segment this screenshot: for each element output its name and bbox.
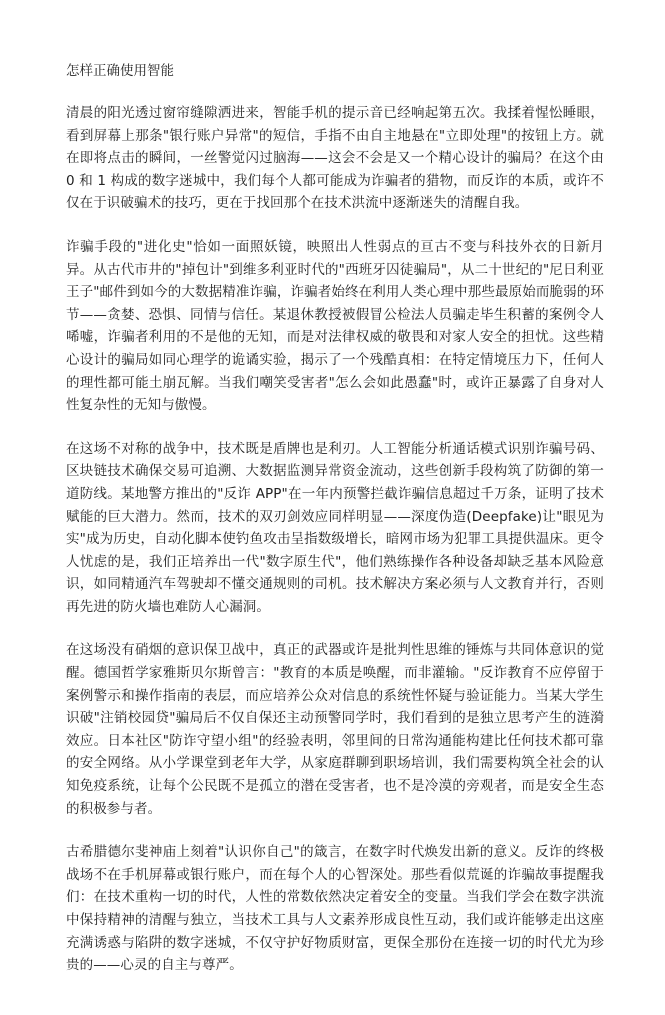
paragraph-technology: 在这场不对称的战争中，技术既是盾牌也是利刃。人工智能分析通话模式识别诈骗号码、区块链技术确保交易可追溯、大数据监测异常资金流动，这些创新手段构筑了防御的第一道防线。某地警方推出的"反诈 APP"在一年内预警拦截诈骗信息超过千万条，证明了技术赋能的巨大潜力。然而，技术的双刃剑效应同样明显——深度伪造(Deepfake)让"眼见为实"成为历史，自动化脚本使钓鱼攻击呈指数级增长，暗网市场为犯罪工具提供温床。更令人忧虑的是，我们正培养出一代"数字原生代"，他们熟练操作各种设备却缺乏基本风险意识，如同精通汽车驾驶却不懂交通规则的司机。技术解决方案必须与人文教育并行，否则再先进的防火墙也难防人心漏洞。 [66,440,604,615]
paragraph-education: 在这场没有硝烟的意识保卫战中，真正的武器或许是批判性思维的锤炼与共同体意识的觉醒。德国哲学家雅斯贝尔斯曾言："教育的本质是唤醒，而非灌输。"反诈教育不应停留于案例警示和操作指南的表层，而应培养公众对信息的系统性怀疑与验证能力。当某大学生识破"注销校园贷"骗局后不仅自保还主动预警同学时，我们看到的是独立思考产生的涟漪效应。日本社区"防诈守望小组"的经验表明，邻里间的日常沟通能构建比任何技术都可靠的安全网络。从小学课堂到老年大学，从家庭群聊到职场培训，我们需要构筑全社会的认知免疫系统，让每个公民既不是孤立的潜在受害者，也不是冷漠的旁观者，而是安全生态的积极参与者。 [66,642,604,817]
document-title: 怎样正确使用智能 [66,63,174,79]
document-body [66,60,604,998]
paragraph-history: 诈骗手段的"进化史"恰如一面照妖镜，映照出人性弱点的亘古不变与科技外衣的日新月异。从古代市井的"掉包计"到维多利亚时代的"西班牙囚徒骗局"，从二十世纪的"尼日利亚王子"邮件到如今的大数据精准诈骗，诈骗者始终在利用人类心理中那些最原始而脆弱的环节——贪婪、恐惧、同情与信任。某退休教授被假冒公检法人员骗走毕生积蓄的案例令人唏嘘，诈骗者利用的不是他的无知，而是对法律权威的敬畏和对家人安全的担忧。这些精心设计的骗局如同心理学的诡谲实验，揭示了一个残酷真相：在特定情境压力下，任何人的理性都可能土崩瓦解。当我们嘲笑受害者"怎么会如此愚蠢"时，或许正暴露了自身对人性复杂性的无知与傲慢。 [66,238,604,414]
paragraph-intro: 清晨的阳光透过窗帘缝隙洒进来，智能手机的提示音已经响起第五次。我揉着惺忪睡眼，看到屏幕上那条"银行账户异常"的短信，手指不由自主地悬在"立即处理"的按钮上方。就在即将点击的瞬间，一丝警觉闪过脑海——这会不会是又一个精心设计的骗局？在这个由 0 和 1 构成的数字迷城中，我们每个人都可能成为诈骗者的猎物，而反诈的本质，或许不仅在于识破骗术的技巧，更在于找回那个在技术洪流中逐渐迷失的清醒自我。 [66,105,604,212]
paragraph-conclusion: 古希腊德尔斐神庙上刻着"认识你自己"的箴言，在数字时代焕发出新的意义。反诈的终极战场不在手机屏幕或银行账户，而在每个人的心智深处。那些看似荒诞的诈骗故事提醒我们：在技术重构一切的时代，人性的常数依然决定着安全的变量。当我们学会在数字洪流中保持精神的清醒与独立，当技术工具与人文素养形成良性互动，我们或许能够走出这座充满诱惑与陷阱的数字迷城，不仅守护好物质财富，更保全那份在连接一切的时代尤为珍贵的——心灵的自主与尊严。 [66,844,604,974]
